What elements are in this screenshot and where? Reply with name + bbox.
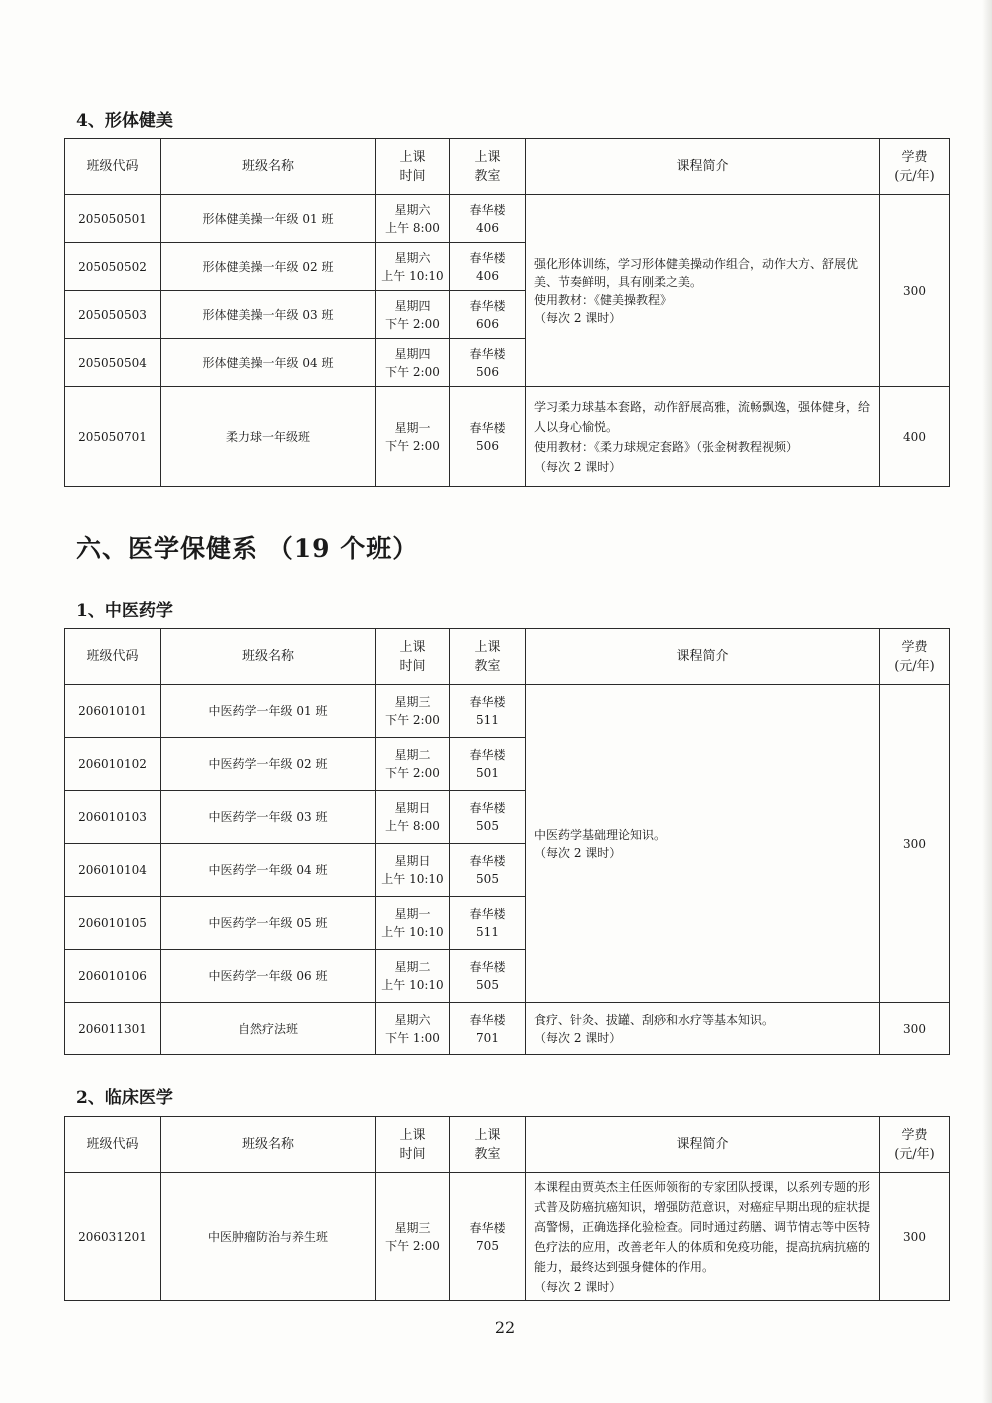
class-code: 206010102 bbox=[65, 738, 161, 791]
class-code: 206010106 bbox=[65, 950, 161, 1003]
class-time: 星期二 下午 2:00 bbox=[376, 738, 450, 791]
table-row bbox=[65, 685, 950, 738]
class-time: 星期一 上午 10:10 bbox=[376, 897, 450, 950]
class-room: 春华楼 701 bbox=[450, 1003, 526, 1055]
class-code: 206031201 bbox=[65, 1173, 161, 1301]
header-code: 班级代码 bbox=[65, 1117, 161, 1173]
tuition-fee: 400 bbox=[880, 387, 950, 487]
header-name: 班级名称 bbox=[161, 1117, 376, 1173]
class-time: 星期六 上午 8:00 bbox=[376, 195, 450, 243]
header-name: 班级名称 bbox=[161, 139, 376, 195]
department-title: 六、医学保健系 （19 个班） bbox=[76, 534, 419, 563]
class-room: 春华楼 506 bbox=[450, 387, 526, 487]
header-fee: 学费 (元/年) bbox=[880, 1117, 950, 1173]
class-code: 206010105 bbox=[65, 897, 161, 950]
class-time: 星期二 上午 10:10 bbox=[376, 950, 450, 1003]
class-name: 中医药学一年级 05 班 bbox=[161, 897, 376, 950]
table-row bbox=[65, 387, 950, 487]
class-code: 205050701 bbox=[65, 387, 161, 487]
class-time: 星期四 下午 2:00 bbox=[376, 339, 450, 387]
tuition-fee: 300 bbox=[880, 195, 950, 387]
class-room: 春华楼 505 bbox=[450, 791, 526, 844]
class-code: 205050501 bbox=[65, 195, 161, 243]
class-room: 春华楼 506 bbox=[450, 339, 526, 387]
header-fee: 学费 (元/年) bbox=[880, 139, 950, 195]
class-name: 中医药学一年级 02 班 bbox=[161, 738, 376, 791]
table-row bbox=[65, 1003, 950, 1055]
header-room: 上课 教室 bbox=[450, 1117, 526, 1173]
table-header bbox=[65, 139, 950, 195]
class-time: 星期四 下午 2:00 bbox=[376, 291, 450, 339]
class-time: 星期六 下午 1:00 bbox=[376, 1003, 450, 1055]
class-room: 春华楼 505 bbox=[450, 950, 526, 1003]
header-room: 上课 教室 bbox=[450, 629, 526, 685]
table-row bbox=[65, 195, 950, 243]
class-name: 中医肿瘤防治与养生班 bbox=[161, 1173, 376, 1301]
class-room: 春华楼 406 bbox=[450, 243, 526, 291]
class-name: 中医药学一年级 06 班 bbox=[161, 950, 376, 1003]
class-code: 206011301 bbox=[65, 1003, 161, 1055]
table-body-shaping bbox=[64, 138, 950, 487]
class-time: 星期日 上午 8:00 bbox=[376, 791, 450, 844]
table-tcm bbox=[64, 628, 950, 1055]
class-name: 中医药学一年级 04 班 bbox=[161, 844, 376, 897]
course-description: 学习柔力球基本套路，动作舒展高雅，流畅飘逸，强体健身，给人以身心愉悦。 使用教材：《柔力球规定套路》（张金树教程视频） （每次 2 课时） bbox=[526, 387, 880, 487]
course-description: 食疗、针灸、拔罐、刮痧和水疗等基本知识。 （每次 2 课时） bbox=[526, 1003, 880, 1055]
class-time: 星期三 下午 2:00 bbox=[376, 685, 450, 738]
section-title-clinical: 2、临床医学 bbox=[76, 1088, 173, 1108]
class-name: 形体健美操一年级 02 班 bbox=[161, 243, 376, 291]
table-header bbox=[65, 1117, 950, 1173]
header-code: 班级代码 bbox=[65, 629, 161, 685]
tuition-fee: 300 bbox=[880, 685, 950, 1003]
class-time: 星期六 上午 10:10 bbox=[376, 243, 450, 291]
class-code: 205050504 bbox=[65, 339, 161, 387]
header-fee: 学费 (元/年) bbox=[880, 629, 950, 685]
class-room: 春华楼 406 bbox=[450, 195, 526, 243]
section-title-body-shaping: 4、形体健美 bbox=[76, 111, 173, 131]
class-name: 自然疗法班 bbox=[161, 1003, 376, 1055]
page-edge bbox=[982, 0, 992, 1403]
header-time: 上课 时间 bbox=[376, 629, 450, 685]
class-code: 206010104 bbox=[65, 844, 161, 897]
class-name: 形体健美操一年级 03 班 bbox=[161, 291, 376, 339]
course-description: 中医药学基础理论知识。 （每次 2 课时） bbox=[526, 685, 880, 1003]
header-desc: 课程简介 bbox=[526, 1117, 880, 1173]
header-time: 上课 时间 bbox=[376, 139, 450, 195]
class-room: 春华楼 511 bbox=[450, 685, 526, 738]
class-name: 形体健美操一年级 04 班 bbox=[161, 339, 376, 387]
class-room: 春华楼 505 bbox=[450, 844, 526, 897]
class-code: 205050502 bbox=[65, 243, 161, 291]
header-desc: 课程简介 bbox=[526, 139, 880, 195]
class-name: 柔力球一年级班 bbox=[161, 387, 376, 487]
class-room: 春华楼 501 bbox=[450, 738, 526, 791]
header-name: 班级名称 bbox=[161, 629, 376, 685]
class-time: 星期日 上午 10:10 bbox=[376, 844, 450, 897]
course-description: 本课程由贾英杰主任医师领衔的专家团队授课，以系列专题的形式普及防癌抗癌知识，增强防范意识，对癌症早期出现的症状提高警惕，正确选择化验检查。同时通过药膳、调节情志等中医特色疗法的应用，改善老年人的体质和免疫功能，提高抗病抗癌的能力，最终达到强身健体的作用。 （每次 2 课时） bbox=[526, 1173, 880, 1301]
course-description: 强化形体训练，学习形体健美操动作组合，动作大方、舒展优美、节奏鲜明，具有刚柔之美。 使用教材：《健美操教程》 （每次 2 课时） bbox=[526, 195, 880, 387]
class-name: 中医药学一年级 01 班 bbox=[161, 685, 376, 738]
class-room: 春华楼 705 bbox=[450, 1173, 526, 1301]
header-desc: 课程简介 bbox=[526, 629, 880, 685]
table-row bbox=[65, 1173, 950, 1301]
tuition-fee: 300 bbox=[880, 1173, 950, 1301]
class-room: 春华楼 606 bbox=[450, 291, 526, 339]
class-time: 星期三 下午 2:00 bbox=[376, 1173, 450, 1301]
table-clinical bbox=[64, 1116, 950, 1301]
section-title-tcm: 1、中医药学 bbox=[76, 601, 173, 621]
class-room: 春华楼 511 bbox=[450, 897, 526, 950]
header-room: 上课 教室 bbox=[450, 139, 526, 195]
page-number: 22 bbox=[494, 1318, 516, 1337]
class-code: 206010103 bbox=[65, 791, 161, 844]
class-name: 中医药学一年级 03 班 bbox=[161, 791, 376, 844]
class-time: 星期一 下午 2:00 bbox=[376, 387, 450, 487]
class-name: 形体健美操一年级 01 班 bbox=[161, 195, 376, 243]
class-code: 206010101 bbox=[65, 685, 161, 738]
class-code: 205050503 bbox=[65, 291, 161, 339]
table-header bbox=[65, 629, 950, 685]
tuition-fee: 300 bbox=[880, 1003, 950, 1055]
header-time: 上课 时间 bbox=[376, 1117, 450, 1173]
header-code: 班级代码 bbox=[65, 139, 161, 195]
